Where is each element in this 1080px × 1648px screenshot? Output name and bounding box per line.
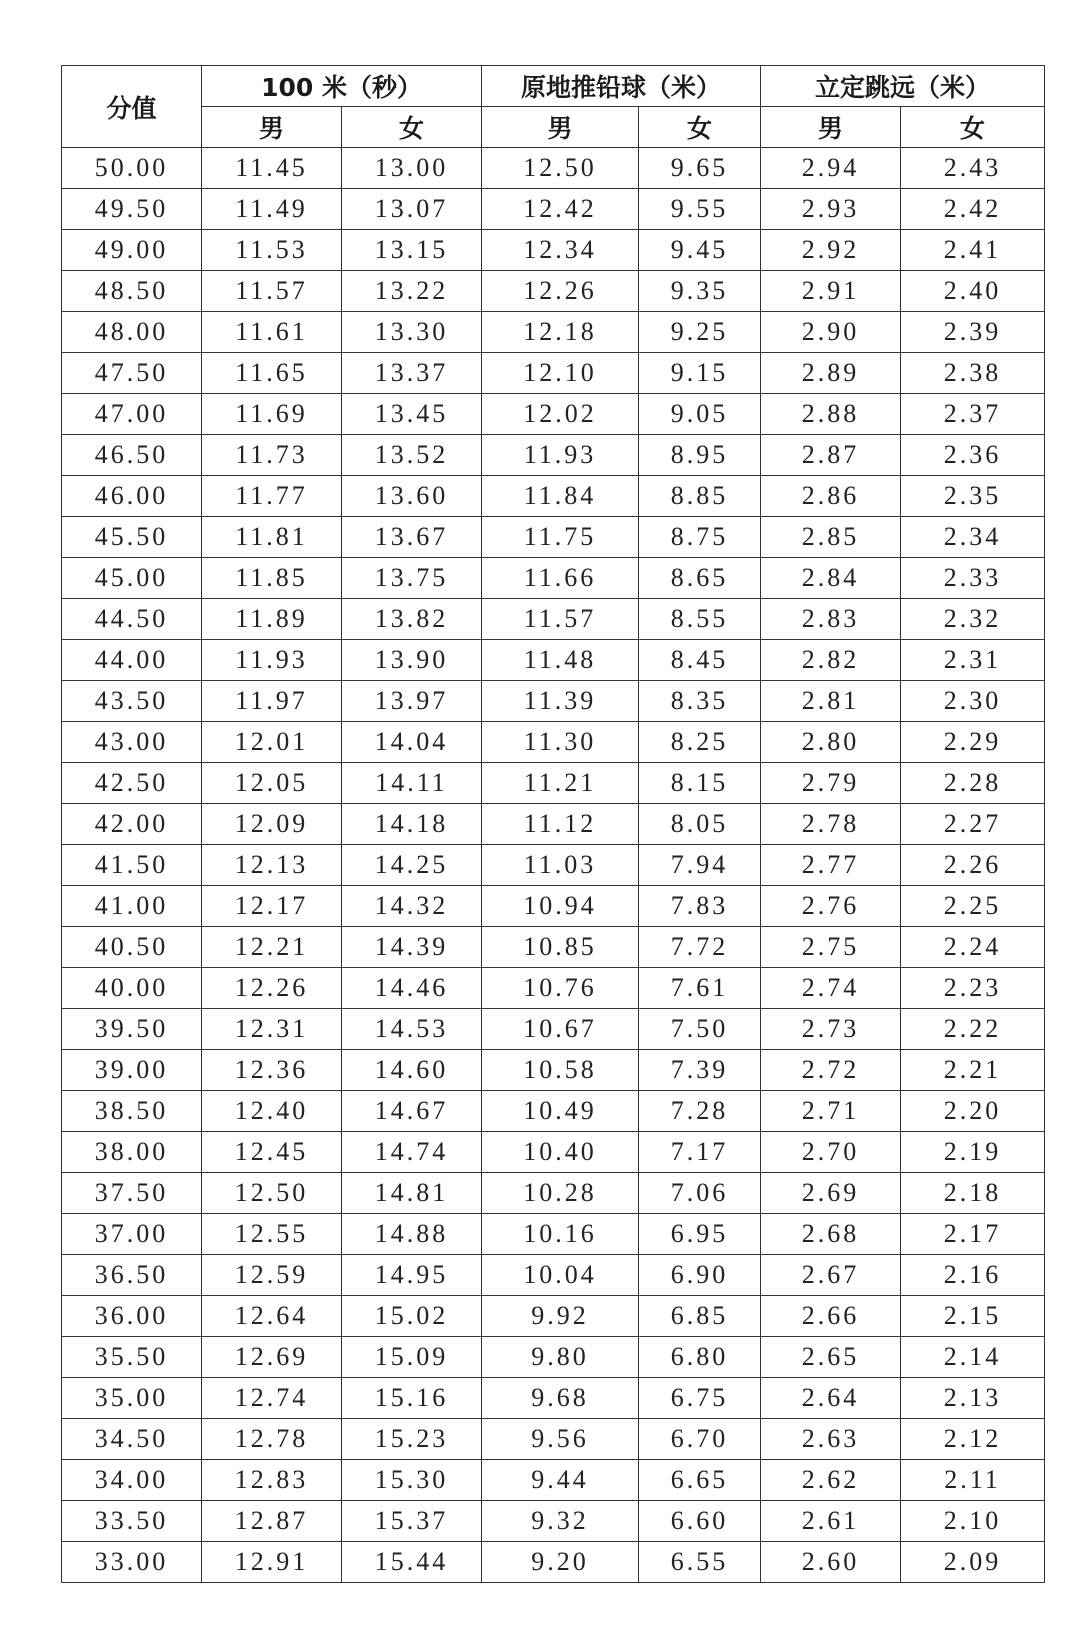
score-cell: 34.50 — [62, 1419, 202, 1460]
long-jump-female-cell: 2.30 — [901, 681, 1045, 722]
long-jump-female-cell: 2.28 — [901, 763, 1045, 804]
sprint-female-cell: 15.44 — [342, 1542, 482, 1583]
long-jump-female-cell: 2.26 — [901, 845, 1045, 886]
sprint-female-cell: 14.81 — [342, 1173, 482, 1214]
long-jump-male-cell: 2.64 — [761, 1378, 901, 1419]
long-jump-female-cell: 2.23 — [901, 968, 1045, 1009]
sprint-female-cell: 14.53 — [342, 1009, 482, 1050]
long-jump-female-header: 女 — [901, 107, 1045, 148]
shot-put-female-cell: 6.95 — [639, 1214, 761, 1255]
sprint-male-cell: 11.89 — [202, 599, 342, 640]
shot-put-male-cell: 10.58 — [482, 1050, 639, 1091]
long-jump-male-cell: 2.66 — [761, 1296, 901, 1337]
score-cell: 47.00 — [62, 394, 202, 435]
table-row — [62, 558, 1045, 599]
long-jump-female-cell: 2.19 — [901, 1132, 1045, 1173]
score-cell: 45.50 — [62, 517, 202, 558]
shot-put-male-cell: 9.44 — [482, 1460, 639, 1501]
table-row — [62, 681, 1045, 722]
sprint-male-cell: 11.49 — [202, 189, 342, 230]
shot-put-female-cell: 6.80 — [639, 1337, 761, 1378]
sprint-male-cell: 12.09 — [202, 804, 342, 845]
sprint-female-cell: 13.75 — [342, 558, 482, 599]
score-cell: 35.50 — [62, 1337, 202, 1378]
long-jump-female-cell: 2.18 — [901, 1173, 1045, 1214]
table-row — [62, 189, 1045, 230]
long-jump-male-cell: 2.87 — [761, 435, 901, 476]
sprint-female-cell: 14.32 — [342, 886, 482, 927]
shot-put-female-cell: 8.75 — [639, 517, 761, 558]
sprint-female-cell: 15.16 — [342, 1378, 482, 1419]
shot-put-male-cell: 10.28 — [482, 1173, 639, 1214]
long-jump-female-cell: 2.33 — [901, 558, 1045, 599]
shot-put-male-cell: 11.66 — [482, 558, 639, 599]
shot-put-male-cell: 10.94 — [482, 886, 639, 927]
shot-put-male-cell: 10.49 — [482, 1091, 639, 1132]
shot-put-female-cell: 7.28 — [639, 1091, 761, 1132]
score-cell: 49.00 — [62, 230, 202, 271]
sprint-male-cell: 11.77 — [202, 476, 342, 517]
table-row — [62, 517, 1045, 558]
long-jump-male-cell: 2.76 — [761, 886, 901, 927]
table-row — [62, 968, 1045, 1009]
table-row — [62, 1132, 1045, 1173]
score-cell: 48.00 — [62, 312, 202, 353]
sprint-male-cell: 12.83 — [202, 1460, 342, 1501]
shot-put-female-cell: 8.45 — [639, 640, 761, 681]
long-jump-female-cell: 2.32 — [901, 599, 1045, 640]
table-row — [62, 1173, 1045, 1214]
score-cell: 36.00 — [62, 1296, 202, 1337]
long-jump-female-cell: 2.41 — [901, 230, 1045, 271]
sprint-female-cell: 14.11 — [342, 763, 482, 804]
score-cell: 43.00 — [62, 722, 202, 763]
score-cell: 46.00 — [62, 476, 202, 517]
sprint-male-cell: 11.53 — [202, 230, 342, 271]
long-jump-female-cell: 2.35 — [901, 476, 1045, 517]
long-jump-female-cell: 2.14 — [901, 1337, 1045, 1378]
long-jump-male-cell: 2.79 — [761, 763, 901, 804]
shot-put-male-cell: 9.80 — [482, 1337, 639, 1378]
sprint-female-cell: 13.30 — [342, 312, 482, 353]
table-row — [62, 1378, 1045, 1419]
shot-put-male-cell: 11.12 — [482, 804, 639, 845]
score-cell: 44.50 — [62, 599, 202, 640]
sprint-male-cell: 11.93 — [202, 640, 342, 681]
table-row — [62, 722, 1045, 763]
table-header — [62, 66, 1045, 148]
long-jump-male-cell: 2.72 — [761, 1050, 901, 1091]
sprint-female-cell: 13.15 — [342, 230, 482, 271]
long-jump-female-cell: 2.09 — [901, 1542, 1045, 1583]
standing-long-jump-header: 立定跳远（米） — [761, 66, 1045, 107]
long-jump-male-cell: 2.84 — [761, 558, 901, 599]
sprint-female-cell: 14.18 — [342, 804, 482, 845]
long-jump-male-cell: 2.85 — [761, 517, 901, 558]
score-cell: 45.00 — [62, 558, 202, 599]
table-row — [62, 230, 1045, 271]
shot-put-female-cell: 9.65 — [639, 148, 761, 189]
sprint-male-cell: 11.57 — [202, 271, 342, 312]
score-cell: 42.50 — [62, 763, 202, 804]
shot-put-female-cell: 8.65 — [639, 558, 761, 599]
score-cell: 47.50 — [62, 353, 202, 394]
table-row — [62, 763, 1045, 804]
shot-put-male-cell: 12.02 — [482, 394, 639, 435]
score-cell: 35.00 — [62, 1378, 202, 1419]
long-jump-female-cell: 2.13 — [901, 1378, 1045, 1419]
long-jump-female-cell: 2.16 — [901, 1255, 1045, 1296]
shot-put-female-cell: 9.35 — [639, 271, 761, 312]
shot-put-male-cell: 10.67 — [482, 1009, 639, 1050]
sprint-male-cell: 12.21 — [202, 927, 342, 968]
score-cell: 41.50 — [62, 845, 202, 886]
long-jump-male-cell: 2.88 — [761, 394, 901, 435]
long-jump-male-cell: 2.63 — [761, 1419, 901, 1460]
shot-put-female-cell: 8.15 — [639, 763, 761, 804]
score-cell: 40.50 — [62, 927, 202, 968]
shot-put-male-cell: 12.34 — [482, 230, 639, 271]
shot-put-female-cell: 7.39 — [639, 1050, 761, 1091]
sprint-male-cell: 11.45 — [202, 148, 342, 189]
sprint-male-cell: 12.36 — [202, 1050, 342, 1091]
sprint-female-cell: 15.02 — [342, 1296, 482, 1337]
long-jump-male-cell: 2.61 — [761, 1501, 901, 1542]
long-jump-male-cell: 2.73 — [761, 1009, 901, 1050]
long-jump-female-cell: 2.34 — [901, 517, 1045, 558]
score-cell: 33.50 — [62, 1501, 202, 1542]
header-row-groups — [62, 66, 1045, 107]
shot-put-female-cell: 6.70 — [639, 1419, 761, 1460]
table-row — [62, 845, 1045, 886]
score-cell: 42.00 — [62, 804, 202, 845]
table-row — [62, 1255, 1045, 1296]
long-jump-female-cell: 2.40 — [901, 271, 1045, 312]
shot-put-male-cell: 11.30 — [482, 722, 639, 763]
long-jump-male-cell: 2.93 — [761, 189, 901, 230]
sprint-female-cell: 14.74 — [342, 1132, 482, 1173]
long-jump-male-cell: 2.89 — [761, 353, 901, 394]
sprint-female-cell: 13.97 — [342, 681, 482, 722]
sprint-100m-header: 100 米（秒） — [202, 66, 482, 107]
shot-put-male-cell: 11.03 — [482, 845, 639, 886]
table-row — [62, 1419, 1045, 1460]
table-row — [62, 353, 1045, 394]
table-row — [62, 148, 1045, 189]
sprint-female-cell: 15.30 — [342, 1460, 482, 1501]
shot-put-female-cell: 9.05 — [639, 394, 761, 435]
shot-put-male-cell: 9.92 — [482, 1296, 639, 1337]
sprint-female-cell: 13.07 — [342, 189, 482, 230]
sprint-male-cell: 12.31 — [202, 1009, 342, 1050]
score-cell: 34.00 — [62, 1460, 202, 1501]
shot-put-female-cell: 7.17 — [639, 1132, 761, 1173]
long-jump-female-cell: 2.21 — [901, 1050, 1045, 1091]
header-row-genders — [62, 107, 1045, 148]
score-cell: 48.50 — [62, 271, 202, 312]
shot-put-male-cell: 10.40 — [482, 1132, 639, 1173]
shot-put-male-cell: 10.04 — [482, 1255, 639, 1296]
shot-put-male-cell: 9.56 — [482, 1419, 639, 1460]
long-jump-male-cell: 2.77 — [761, 845, 901, 886]
shot-put-female-cell: 9.45 — [639, 230, 761, 271]
shot-put-female-cell: 7.50 — [639, 1009, 761, 1050]
shot-put-male-cell: 9.32 — [482, 1501, 639, 1542]
sprint-male-cell: 11.97 — [202, 681, 342, 722]
sprint-male-cell: 12.26 — [202, 968, 342, 1009]
sprint-female-cell: 13.82 — [342, 599, 482, 640]
table-row — [62, 1050, 1045, 1091]
table-row — [62, 804, 1045, 845]
sprint-male-cell: 11.69 — [202, 394, 342, 435]
table-row — [62, 927, 1045, 968]
table-row — [62, 886, 1045, 927]
shot-put-female-cell: 6.55 — [639, 1542, 761, 1583]
score-cell: 33.00 — [62, 1542, 202, 1583]
long-jump-female-cell: 2.43 — [901, 148, 1045, 189]
sprint-female-cell: 13.60 — [342, 476, 482, 517]
long-jump-female-cell: 2.24 — [901, 927, 1045, 968]
long-jump-male-cell: 2.94 — [761, 148, 901, 189]
score-cell: 37.00 — [62, 1214, 202, 1255]
long-jump-female-cell: 2.42 — [901, 189, 1045, 230]
shot-put-female-cell: 6.75 — [639, 1378, 761, 1419]
long-jump-male-cell: 2.62 — [761, 1460, 901, 1501]
table-row — [62, 476, 1045, 517]
table-row — [62, 1296, 1045, 1337]
sprint-female-cell: 15.09 — [342, 1337, 482, 1378]
shot-put-female-header: 女 — [639, 107, 761, 148]
sprint-male-cell: 12.45 — [202, 1132, 342, 1173]
sprint-female-cell: 14.04 — [342, 722, 482, 763]
shot-put-female-cell: 8.95 — [639, 435, 761, 476]
shot-put-female-cell: 7.94 — [639, 845, 761, 886]
sprint-male-cell: 12.50 — [202, 1173, 342, 1214]
long-jump-male-cell: 2.74 — [761, 968, 901, 1009]
sprint-female-cell: 15.37 — [342, 1501, 482, 1542]
shot-put-male-cell: 11.84 — [482, 476, 639, 517]
table-row — [62, 1091, 1045, 1132]
long-jump-male-cell: 2.86 — [761, 476, 901, 517]
score-cell: 38.50 — [62, 1091, 202, 1132]
table-row — [62, 1501, 1045, 1542]
table-row — [62, 271, 1045, 312]
long-jump-male-cell: 2.82 — [761, 640, 901, 681]
shot-put-female-cell: 6.60 — [639, 1501, 761, 1542]
score-table — [61, 65, 1045, 1583]
score-cell: 40.00 — [62, 968, 202, 1009]
sprint-female-cell: 13.52 — [342, 435, 482, 476]
score-cell: 49.50 — [62, 189, 202, 230]
shot-put-male-cell: 11.75 — [482, 517, 639, 558]
score-cell: 44.00 — [62, 640, 202, 681]
sprint-male-cell: 12.64 — [202, 1296, 342, 1337]
sprint-female-cell: 14.39 — [342, 927, 482, 968]
sprint-female-cell: 13.67 — [342, 517, 482, 558]
sprint-male-cell: 11.61 — [202, 312, 342, 353]
sprint-male-header: 男 — [202, 107, 342, 148]
sprint-male-cell: 12.78 — [202, 1419, 342, 1460]
long-jump-female-cell: 2.10 — [901, 1501, 1045, 1542]
long-jump-male-cell: 2.67 — [761, 1255, 901, 1296]
long-jump-male-cell: 2.81 — [761, 681, 901, 722]
long-jump-male-cell: 2.78 — [761, 804, 901, 845]
sprint-male-cell: 12.13 — [202, 845, 342, 886]
score-cell: 46.50 — [62, 435, 202, 476]
sprint-male-cell: 11.85 — [202, 558, 342, 599]
table-row — [62, 394, 1045, 435]
sprint-male-cell: 11.81 — [202, 517, 342, 558]
shot-put-male-cell: 9.20 — [482, 1542, 639, 1583]
score-cell: 50.00 — [62, 148, 202, 189]
sprint-male-cell: 12.01 — [202, 722, 342, 763]
shot-put-male-header: 男 — [482, 107, 639, 148]
sprint-male-cell: 12.05 — [202, 763, 342, 804]
long-jump-male-cell: 2.65 — [761, 1337, 901, 1378]
sprint-female-cell: 15.23 — [342, 1419, 482, 1460]
table-row — [62, 1337, 1045, 1378]
shot-put-male-cell: 11.21 — [482, 763, 639, 804]
table-row — [62, 1542, 1045, 1583]
sprint-male-cell: 12.17 — [202, 886, 342, 927]
long-jump-male-cell: 2.83 — [761, 599, 901, 640]
sprint-male-cell: 12.87 — [202, 1501, 342, 1542]
long-jump-male-cell: 2.75 — [761, 927, 901, 968]
shot-put-male-cell: 12.50 — [482, 148, 639, 189]
shot-put-female-cell: 7.72 — [639, 927, 761, 968]
score-cell: 43.50 — [62, 681, 202, 722]
long-jump-male-cell: 2.92 — [761, 230, 901, 271]
score-cell: 36.50 — [62, 1255, 202, 1296]
shot-put-female-cell: 8.85 — [639, 476, 761, 517]
shot-put-header: 原地推铅球（米） — [482, 66, 761, 107]
long-jump-female-cell: 2.27 — [901, 804, 1045, 845]
shot-put-female-cell: 8.55 — [639, 599, 761, 640]
sprint-male-cell: 12.40 — [202, 1091, 342, 1132]
score-header: 分值 — [62, 66, 202, 148]
shot-put-male-cell: 11.57 — [482, 599, 639, 640]
sprint-female-cell: 13.90 — [342, 640, 482, 681]
long-jump-male-cell: 2.70 — [761, 1132, 901, 1173]
shot-put-male-cell: 10.76 — [482, 968, 639, 1009]
shot-put-male-cell: 12.10 — [482, 353, 639, 394]
sprint-female-cell: 14.60 — [342, 1050, 482, 1091]
shot-put-male-cell: 11.48 — [482, 640, 639, 681]
long-jump-female-cell: 2.36 — [901, 435, 1045, 476]
shot-put-male-cell: 12.26 — [482, 271, 639, 312]
table-row — [62, 640, 1045, 681]
long-jump-female-cell: 2.11 — [901, 1460, 1045, 1501]
sprint-female-header: 女 — [342, 107, 482, 148]
sprint-male-cell: 11.65 — [202, 353, 342, 394]
sprint-female-cell: 14.67 — [342, 1091, 482, 1132]
long-jump-female-cell: 2.17 — [901, 1214, 1045, 1255]
shot-put-female-cell: 7.61 — [639, 968, 761, 1009]
table-row — [62, 1460, 1045, 1501]
shot-put-female-cell: 6.90 — [639, 1255, 761, 1296]
shot-put-male-cell: 9.68 — [482, 1378, 639, 1419]
shot-put-female-cell: 7.06 — [639, 1173, 761, 1214]
score-cell: 39.50 — [62, 1009, 202, 1050]
shot-put-female-cell: 9.55 — [639, 189, 761, 230]
shot-put-male-cell: 10.85 — [482, 927, 639, 968]
long-jump-male-cell: 2.91 — [761, 271, 901, 312]
shot-put-male-cell: 12.18 — [482, 312, 639, 353]
long-jump-female-cell: 2.25 — [901, 886, 1045, 927]
table-row — [62, 1214, 1045, 1255]
sprint-female-cell: 13.45 — [342, 394, 482, 435]
sprint-female-cell: 13.00 — [342, 148, 482, 189]
long-jump-male-cell: 2.60 — [761, 1542, 901, 1583]
shot-put-female-cell: 6.85 — [639, 1296, 761, 1337]
sprint-male-cell: 12.91 — [202, 1542, 342, 1583]
table-row — [62, 435, 1045, 476]
shot-put-male-cell: 11.39 — [482, 681, 639, 722]
long-jump-female-cell: 2.20 — [901, 1091, 1045, 1132]
long-jump-female-cell: 2.38 — [901, 353, 1045, 394]
score-cell: 41.00 — [62, 886, 202, 927]
sprint-female-cell: 14.88 — [342, 1214, 482, 1255]
sprint-female-cell: 14.95 — [342, 1255, 482, 1296]
shot-put-female-cell: 8.05 — [639, 804, 761, 845]
long-jump-female-cell: 2.31 — [901, 640, 1045, 681]
shot-put-female-cell: 9.25 — [639, 312, 761, 353]
shot-put-female-cell: 9.15 — [639, 353, 761, 394]
table-row — [62, 1009, 1045, 1050]
sprint-male-cell: 12.59 — [202, 1255, 342, 1296]
table-body — [62, 148, 1045, 1583]
long-jump-female-cell: 2.22 — [901, 1009, 1045, 1050]
long-jump-male-cell: 2.80 — [761, 722, 901, 763]
shot-put-female-cell: 8.25 — [639, 722, 761, 763]
table-row — [62, 599, 1045, 640]
score-cell: 38.00 — [62, 1132, 202, 1173]
shot-put-female-cell: 8.35 — [639, 681, 761, 722]
sprint-female-cell: 14.46 — [342, 968, 482, 1009]
long-jump-female-cell: 2.29 — [901, 722, 1045, 763]
shot-put-female-cell: 7.83 — [639, 886, 761, 927]
long-jump-male-cell: 2.69 — [761, 1173, 901, 1214]
long-jump-male-header: 男 — [761, 107, 901, 148]
sprint-male-cell: 12.55 — [202, 1214, 342, 1255]
shot-put-male-cell: 12.42 — [482, 189, 639, 230]
long-jump-female-cell: 2.15 — [901, 1296, 1045, 1337]
score-cell: 37.50 — [62, 1173, 202, 1214]
sprint-female-cell: 13.37 — [342, 353, 482, 394]
sprint-female-cell: 13.22 — [342, 271, 482, 312]
long-jump-male-cell: 2.90 — [761, 312, 901, 353]
score-cell: 39.00 — [62, 1050, 202, 1091]
long-jump-female-cell: 2.37 — [901, 394, 1045, 435]
long-jump-female-cell: 2.39 — [901, 312, 1045, 353]
long-jump-female-cell: 2.12 — [901, 1419, 1045, 1460]
shot-put-male-cell: 10.16 — [482, 1214, 639, 1255]
long-jump-male-cell: 2.68 — [761, 1214, 901, 1255]
sprint-male-cell: 12.74 — [202, 1378, 342, 1419]
sprint-male-cell: 11.73 — [202, 435, 342, 476]
shot-put-female-cell: 6.65 — [639, 1460, 761, 1501]
sprint-male-cell: 12.69 — [202, 1337, 342, 1378]
long-jump-male-cell: 2.71 — [761, 1091, 901, 1132]
shot-put-male-cell: 11.93 — [482, 435, 639, 476]
sprint-female-cell: 14.25 — [342, 845, 482, 886]
table-row — [62, 312, 1045, 353]
